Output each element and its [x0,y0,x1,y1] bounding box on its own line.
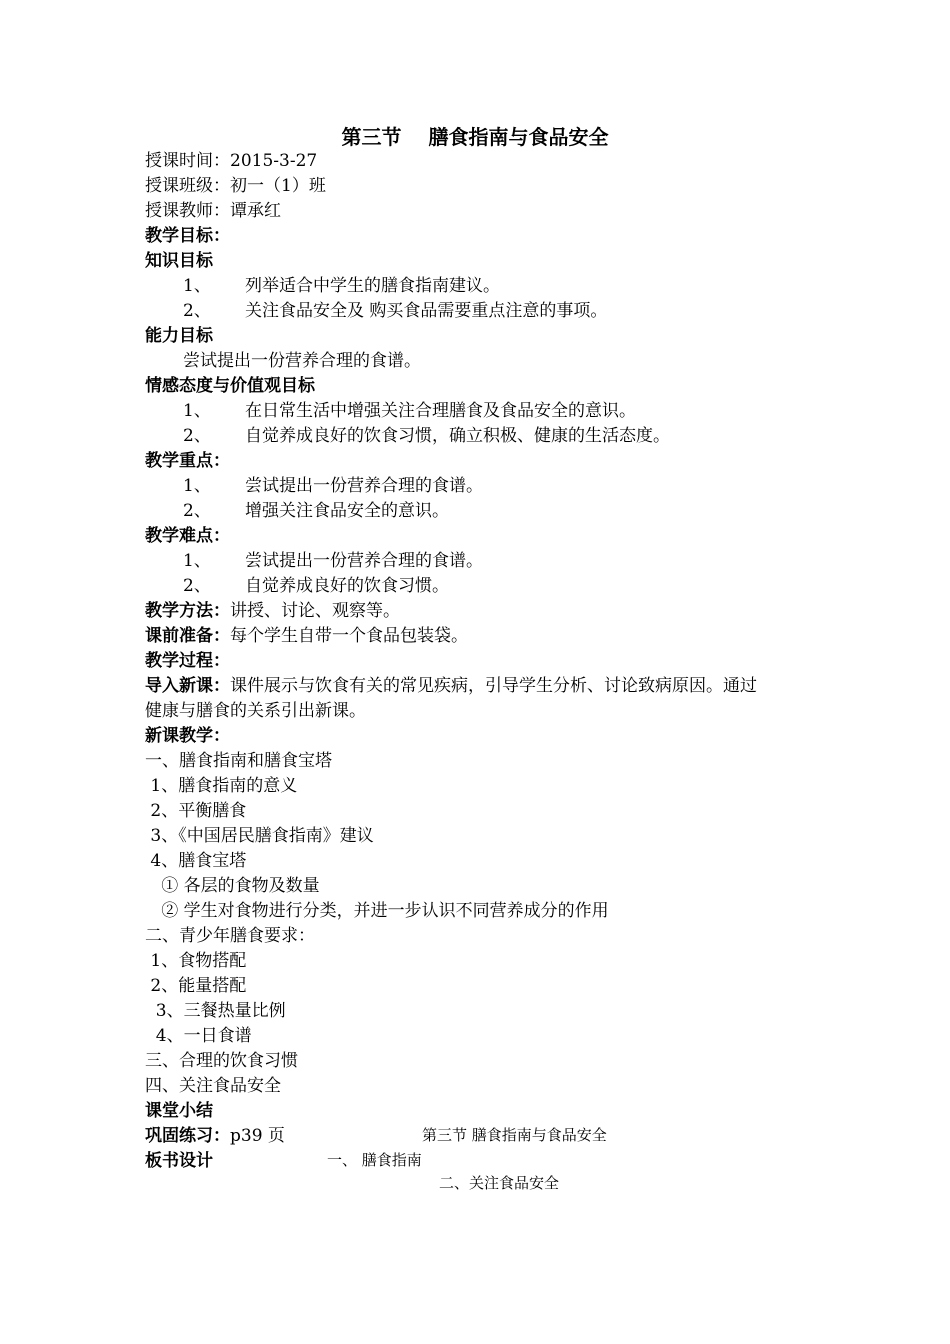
practice-text: p39 页 [230,1126,285,1146]
knowledge-goal-item [183,274,500,298]
outline-line: 三、合理的饮食习惯 [145,1051,298,1071]
item-number: 1、 [183,401,211,421]
item-text: 自觉养成良好的饮食习惯。 [245,576,449,596]
summary-heading: 课堂小结 [145,1101,213,1121]
goals-heading: 教学目标： [145,226,230,246]
item-number: 1、 [183,276,211,296]
practice-line [145,1124,285,1148]
intro-text: 课件展示与饮食有关的常见疾病，引导学生分析、讨论致病原因。通过 [230,676,757,696]
method-label: 教学方法： [145,601,230,621]
outline-line: 二、青少年膳食要求： [145,926,315,946]
item-text: 尝试提出一份营养合理的食谱。 [245,551,483,571]
outline-line: 1、膳食指南的意义 [145,776,298,796]
outline-line: 4、一日食谱 [145,1026,252,1046]
outline-line: 2、平衡膳食 [145,801,247,821]
item-text: 列举适合中学生的膳食指南建议。 [245,276,500,296]
ability-goals-heading: 能力目标 [145,326,213,346]
intro-paragraph [145,674,757,698]
item-number: 1、 [183,551,211,571]
process-heading: 教学过程： [145,651,230,671]
preparation-label: 课前准备： [145,626,230,646]
item-number: 2、 [183,426,211,446]
method-text: 讲授、讨论、观察等。 [230,601,400,621]
new-lesson-heading: 新课教学： [145,726,230,746]
item-text: 关注食品安全及 购买食品需要重点注意的事项。 [245,301,608,321]
item-number: 2、 [183,301,211,321]
page-title: 第三节 膳食指南与食品安全 [341,125,609,149]
outline-line: 四、关注食品安全 [145,1076,281,1096]
difficulty-item [183,574,449,598]
outline-line: 2、能量搭配 [145,976,247,996]
knowledge-goals-heading: 知识目标 [145,251,213,271]
item-text: 尝试提出一份营养合理的食谱。 [245,476,483,496]
item-number: 2、 [183,576,211,596]
intro-text-continued: 健康与膳食的关系引出新课。 [145,701,366,721]
intro-label: 导入新课： [145,676,230,696]
outline-line: 4、膳食宝塔 [145,851,247,871]
difficulty-item [183,549,483,573]
key-point-item [183,499,449,523]
emotion-goals-heading: 情感态度与价值观目标 [145,376,315,396]
lesson-time: 授课时间：2015-3-27 [145,151,318,171]
item-number: 2、 [183,501,211,521]
outline-line: ① 各层的食物及数量 [145,876,320,896]
item-text: 增强关注食品安全的意识。 [245,501,449,521]
board-design-title: 第三节 膳食指南与食品安全 [422,1126,607,1144]
item-text: 自觉养成良好的饮食习惯，确立积极、健康的生活态度。 [245,426,670,446]
outline-line: 3、《中国居民膳食指南》建议 [145,826,374,846]
lesson-teacher: 授课教师：谭承红 [145,201,281,221]
key-point-item [183,474,483,498]
class-preparation [145,624,468,648]
item-number: 1、 [183,476,211,496]
emotion-goal-item [183,424,670,448]
outline-line: ② 学生对食物进行分类，并进一步认识不同营养成分的作用 [145,901,609,921]
outline-line: 3、三餐热量比例 [145,1001,286,1021]
lesson-class: 授课班级：初一（1）班 [145,176,326,196]
preparation-text: 每个学生自带一个食品包装袋。 [230,626,468,646]
knowledge-goal-item [183,299,607,323]
emotion-goal-item [183,399,636,423]
difficulties-heading: 教学难点： [145,526,230,546]
ability-goal-text: 尝试提出一份营养合理的食谱。 [183,351,421,371]
practice-label: 巩固练习： [145,1126,230,1146]
item-text: 在日常生活中增强关注合理膳食及食品安全的意识。 [245,401,636,421]
teaching-method [145,599,400,623]
board-design-item: 二、关注食品安全 [439,1174,560,1192]
board-design-item: 一、 膳食指南 [327,1151,422,1169]
key-points-heading: 教学重点： [145,451,230,471]
outline-line: 一、膳食指南和膳食宝塔 [145,751,332,771]
outline-line: 1、食物搭配 [145,951,247,971]
board-design-label: 板书设计 [145,1151,213,1171]
